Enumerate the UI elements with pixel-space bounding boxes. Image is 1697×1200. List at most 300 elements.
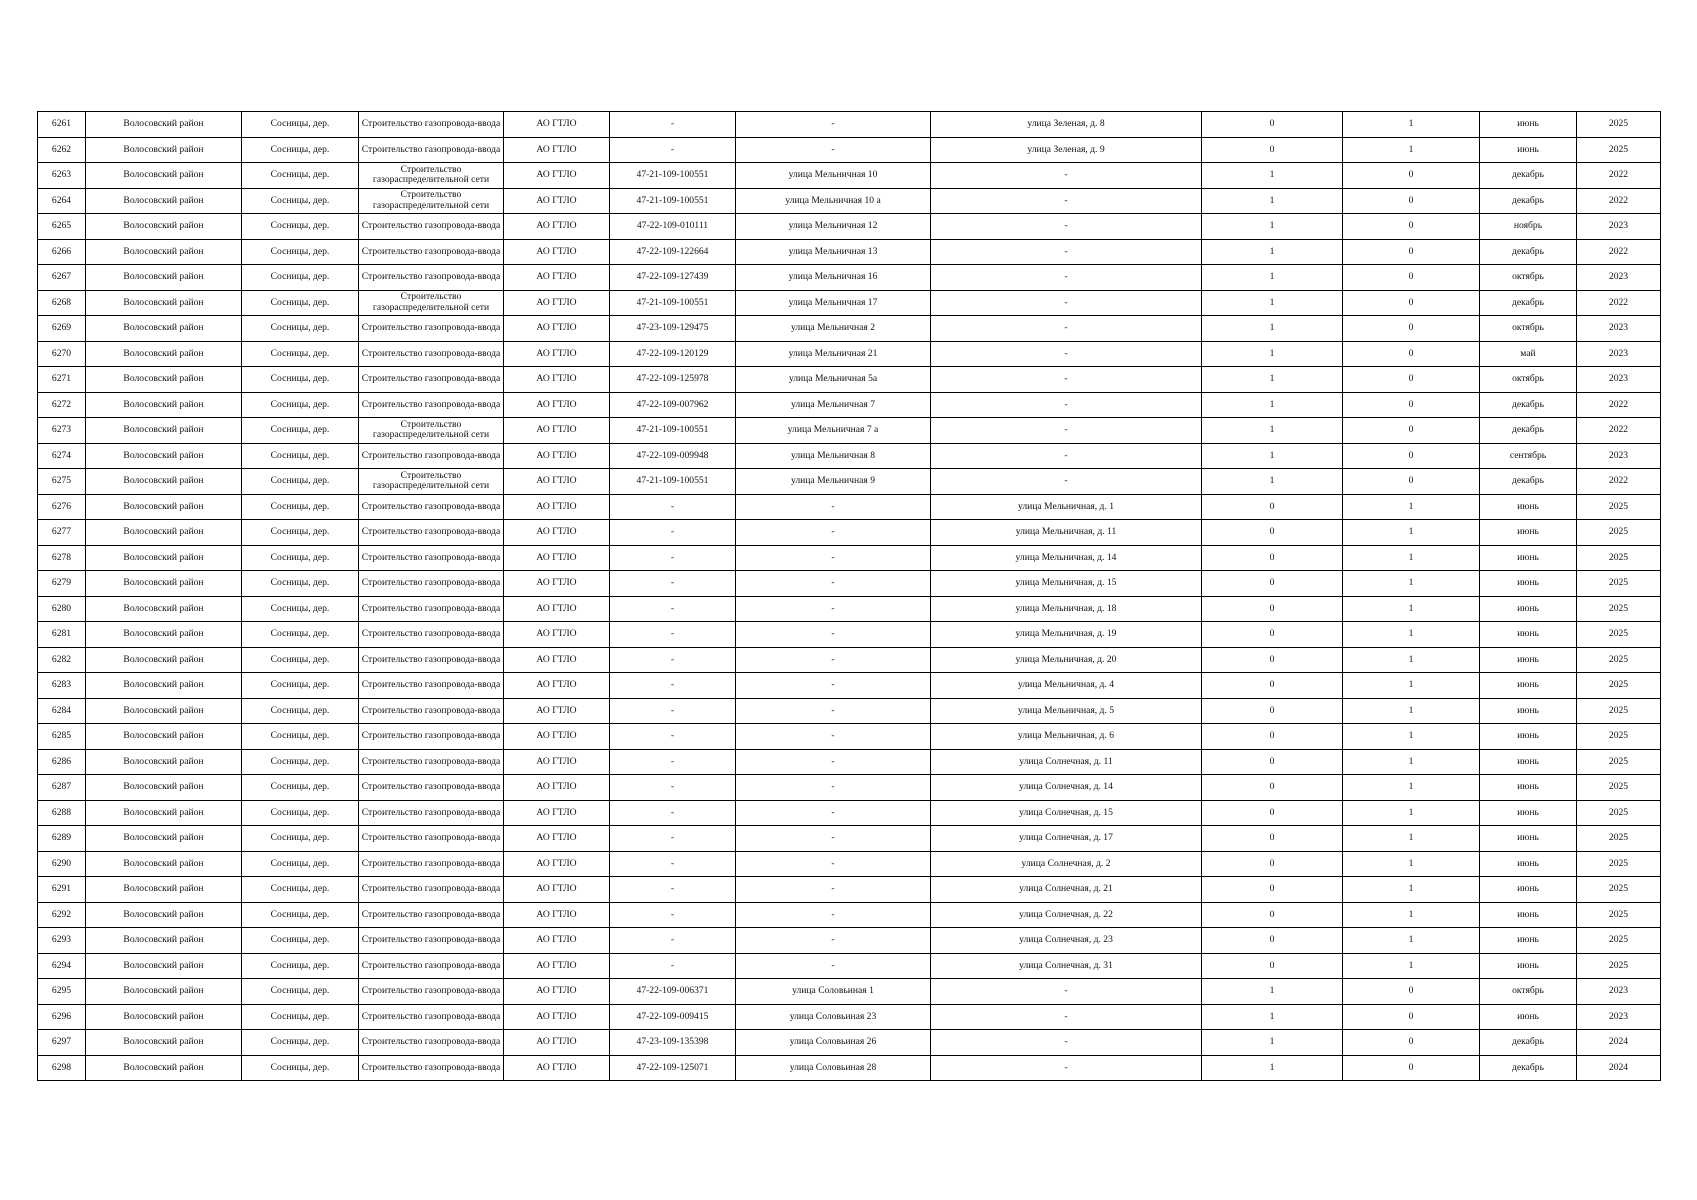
row-number-cell: 6298 (38, 1055, 86, 1081)
year-cell: 2023 (1577, 443, 1661, 469)
settlement-cell: Сосницы, дер. (242, 443, 359, 469)
organization-cell: АО ГТЛО (504, 316, 610, 342)
organization-cell: АО ГТЛО (504, 979, 610, 1005)
indicator-b-cell: 1 (1343, 137, 1480, 163)
cadastral-number-cell: - (610, 851, 736, 877)
year-cell: 2025 (1577, 851, 1661, 877)
indicator-a-cell: 1 (1202, 443, 1343, 469)
month-cell: июнь (1480, 775, 1577, 801)
table-row (38, 673, 1661, 699)
object-address-cell: - (736, 775, 931, 801)
work-type-cell: Строительство газопровода-ввода (359, 1004, 504, 1030)
object-address-cell: улица Мельничная 7 а (736, 418, 931, 444)
row-number-cell: 6274 (38, 443, 86, 469)
house-address-cell: улица Мельничная, д. 18 (931, 596, 1202, 622)
year-cell: 2022 (1577, 392, 1661, 418)
row-number-cell: 6272 (38, 392, 86, 418)
month-cell: июнь (1480, 826, 1577, 852)
work-type-cell: Строительство газопровода-ввода (359, 877, 504, 903)
district-cell: Волосовский район (86, 775, 242, 801)
table-row (38, 469, 1661, 495)
month-cell: декабрь (1480, 188, 1577, 214)
year-cell: 2023 (1577, 367, 1661, 393)
indicator-b-cell: 0 (1343, 163, 1480, 189)
indicator-b-cell: 1 (1343, 800, 1480, 826)
work-type-cell: Строительство газопровода-ввода (359, 214, 504, 240)
house-address-cell: улица Солнечная, д. 22 (931, 902, 1202, 928)
cadastral-number-cell: - (610, 137, 736, 163)
indicator-b-cell: 1 (1343, 877, 1480, 903)
work-type-cell: Строительство газораспределительной сети (359, 418, 504, 444)
cadastral-number-cell: 47-23-109-135398 (610, 1030, 736, 1056)
organization-cell: АО ГТЛО (504, 826, 610, 852)
organization-cell: АО ГТЛО (504, 265, 610, 291)
object-address-cell: улица Мельничная 5а (736, 367, 931, 393)
object-address-cell: - (736, 647, 931, 673)
table-row (38, 443, 1661, 469)
organization-cell: АО ГТЛО (504, 1004, 610, 1030)
house-address-cell: улица Солнечная, д. 11 (931, 749, 1202, 775)
house-address-cell: - (931, 443, 1202, 469)
indicator-b-cell: 0 (1343, 316, 1480, 342)
district-cell: Волосовский район (86, 647, 242, 673)
month-cell: июнь (1480, 112, 1577, 138)
indicator-b-cell: 1 (1343, 749, 1480, 775)
settlement-cell: Сосницы, дер. (242, 112, 359, 138)
row-number-cell: 6278 (38, 545, 86, 571)
district-cell: Волосовский район (86, 800, 242, 826)
work-type-cell: Строительство газопровода-ввода (359, 673, 504, 699)
month-cell: июнь (1480, 494, 1577, 520)
settlement-cell: Сосницы, дер. (242, 163, 359, 189)
work-type-cell: Строительство газопровода-ввода (359, 902, 504, 928)
indicator-b-cell: 1 (1343, 673, 1480, 699)
settlement-cell: Сосницы, дер. (242, 851, 359, 877)
house-address-cell: - (931, 418, 1202, 444)
indicator-a-cell: 1 (1202, 1055, 1343, 1081)
year-cell: 2023 (1577, 265, 1661, 291)
work-type-cell: Строительство газопровода-ввода (359, 494, 504, 520)
organization-cell: АО ГТЛО (504, 443, 610, 469)
cadastral-number-cell: 47-22-109-125978 (610, 367, 736, 393)
indicator-b-cell: 0 (1343, 290, 1480, 316)
object-address-cell: улица Мельничная 13 (736, 239, 931, 265)
indicator-a-cell: 1 (1202, 265, 1343, 291)
indicator-a-cell: 1 (1202, 1004, 1343, 1030)
object-address-cell: - (736, 928, 931, 954)
house-address-cell: улица Солнечная, д. 2 (931, 851, 1202, 877)
organization-cell: АО ГТЛО (504, 239, 610, 265)
year-cell: 2023 (1577, 341, 1661, 367)
year-cell: 2022 (1577, 239, 1661, 265)
work-type-cell: Строительство газопровода-ввода (359, 953, 504, 979)
indicator-a-cell: 1 (1202, 290, 1343, 316)
work-type-cell: Строительство газопровода-ввода (359, 316, 504, 342)
row-number-cell: 6285 (38, 724, 86, 750)
cadastral-number-cell: 47-22-109-009948 (610, 443, 736, 469)
cadastral-number-cell: - (610, 902, 736, 928)
district-cell: Волосовский район (86, 137, 242, 163)
organization-cell: АО ГТЛО (504, 571, 610, 597)
settlement-cell: Сосницы, дер. (242, 698, 359, 724)
object-address-cell: - (736, 749, 931, 775)
table-row (38, 826, 1661, 852)
row-number-cell: 6276 (38, 494, 86, 520)
indicator-b-cell: 0 (1343, 367, 1480, 393)
district-cell: Волосовский район (86, 571, 242, 597)
indicator-b-cell: 1 (1343, 596, 1480, 622)
house-address-cell: - (931, 1004, 1202, 1030)
work-type-cell: Строительство газопровода-ввода (359, 265, 504, 291)
house-address-cell: улица Солнечная, д. 31 (931, 953, 1202, 979)
indicator-b-cell: 1 (1343, 520, 1480, 546)
house-address-cell: - (931, 979, 1202, 1005)
cadastral-number-cell: 47-21-109-100551 (610, 290, 736, 316)
organization-cell: АО ГТЛО (504, 877, 610, 903)
house-address-cell: улица Мельничная, д. 5 (931, 698, 1202, 724)
organization-cell: АО ГТЛО (504, 724, 610, 750)
cadastral-number-cell: - (610, 749, 736, 775)
house-address-cell: - (931, 290, 1202, 316)
work-type-cell: Строительство газопровода-ввода (359, 1030, 504, 1056)
organization-cell: АО ГТЛО (504, 290, 610, 316)
row-number-cell: 6281 (38, 622, 86, 648)
indicator-a-cell: 0 (1202, 698, 1343, 724)
table-row (38, 545, 1661, 571)
row-number-cell: 6290 (38, 851, 86, 877)
indicator-b-cell: 1 (1343, 902, 1480, 928)
work-type-cell: Строительство газопровода-ввода (359, 443, 504, 469)
row-number-cell: 6263 (38, 163, 86, 189)
year-cell: 2025 (1577, 571, 1661, 597)
object-address-cell: - (736, 724, 931, 750)
indicator-a-cell: 0 (1202, 800, 1343, 826)
month-cell: июнь (1480, 953, 1577, 979)
month-cell: июнь (1480, 571, 1577, 597)
object-address-cell: - (736, 571, 931, 597)
table-row (38, 1004, 1661, 1030)
district-cell: Волосовский район (86, 749, 242, 775)
indicator-a-cell: 0 (1202, 494, 1343, 520)
indicator-b-cell: 0 (1343, 469, 1480, 495)
table-row (38, 647, 1661, 673)
work-type-cell: Строительство газопровода-ввода (359, 979, 504, 1005)
organization-cell: АО ГТЛО (504, 1055, 610, 1081)
house-address-cell: - (931, 316, 1202, 342)
object-address-cell: - (736, 622, 931, 648)
district-cell: Волосовский район (86, 1004, 242, 1030)
month-cell: декабрь (1480, 1055, 1577, 1081)
year-cell: 2025 (1577, 137, 1661, 163)
year-cell: 2023 (1577, 1004, 1661, 1030)
indicator-b-cell: 0 (1343, 214, 1480, 240)
settlement-cell: Сосницы, дер. (242, 775, 359, 801)
indicator-b-cell: 1 (1343, 698, 1480, 724)
indicator-b-cell: 0 (1343, 418, 1480, 444)
indicator-a-cell: 1 (1202, 418, 1343, 444)
district-cell: Волосовский район (86, 188, 242, 214)
indicator-b-cell: 1 (1343, 775, 1480, 801)
district-cell: Волосовский район (86, 392, 242, 418)
organization-cell: АО ГТЛО (504, 520, 610, 546)
month-cell: декабрь (1480, 469, 1577, 495)
object-address-cell: улица Соловьиная 1 (736, 979, 931, 1005)
table-row (38, 800, 1661, 826)
work-type-cell: Строительство газопровода-ввода (359, 775, 504, 801)
work-type-cell: Строительство газопровода-ввода (359, 239, 504, 265)
house-address-cell: улица Мельничная, д. 6 (931, 724, 1202, 750)
table-row (38, 622, 1661, 648)
table-row (38, 698, 1661, 724)
house-address-cell: улица Солнечная, д. 23 (931, 928, 1202, 954)
house-address-cell: улица Мельничная, д. 20 (931, 647, 1202, 673)
year-cell: 2025 (1577, 112, 1661, 138)
cadastral-number-cell: - (610, 877, 736, 903)
house-address-cell: - (931, 214, 1202, 240)
table-row (38, 571, 1661, 597)
table-row (38, 749, 1661, 775)
row-number-cell: 6286 (38, 749, 86, 775)
cadastral-number-cell: 47-23-109-129475 (610, 316, 736, 342)
row-number-cell: 6284 (38, 698, 86, 724)
table-body (38, 112, 1661, 1081)
table-row (38, 877, 1661, 903)
house-address-cell: - (931, 469, 1202, 495)
cadastral-number-cell: - (610, 545, 736, 571)
indicator-a-cell: 0 (1202, 673, 1343, 699)
table-row (38, 265, 1661, 291)
organization-cell: АО ГТЛО (504, 137, 610, 163)
gasification-register-table (37, 111, 1661, 1081)
district-cell: Волосовский район (86, 902, 242, 928)
object-address-cell: - (736, 851, 931, 877)
table-row (38, 316, 1661, 342)
work-type-cell: Строительство газопровода-ввода (359, 647, 504, 673)
work-type-cell: Строительство газопровода-ввода (359, 341, 504, 367)
object-address-cell: - (736, 877, 931, 903)
year-cell: 2025 (1577, 800, 1661, 826)
object-address-cell: - (736, 902, 931, 928)
settlement-cell: Сосницы, дер. (242, 596, 359, 622)
row-number-cell: 6265 (38, 214, 86, 240)
district-cell: Волосовский район (86, 622, 242, 648)
cadastral-number-cell: - (610, 724, 736, 750)
register-sheet (37, 111, 1660, 1081)
cadastral-number-cell: - (610, 112, 736, 138)
organization-cell: АО ГТЛО (504, 749, 610, 775)
indicator-a-cell: 1 (1202, 341, 1343, 367)
cadastral-number-cell: - (610, 596, 736, 622)
object-address-cell: улица Соловьиная 26 (736, 1030, 931, 1056)
indicator-a-cell: 0 (1202, 520, 1343, 546)
cadastral-number-cell: 47-22-109-120129 (610, 341, 736, 367)
month-cell: декабрь (1480, 163, 1577, 189)
settlement-cell: Сосницы, дер. (242, 1030, 359, 1056)
cadastral-number-cell: 47-21-109-100551 (610, 188, 736, 214)
work-type-cell: Строительство газопровода-ввода (359, 137, 504, 163)
row-number-cell: 6292 (38, 902, 86, 928)
indicator-a-cell: 1 (1202, 188, 1343, 214)
row-number-cell: 6293 (38, 928, 86, 954)
indicator-a-cell: 1 (1202, 214, 1343, 240)
organization-cell: АО ГТЛО (504, 928, 610, 954)
settlement-cell: Сосницы, дер. (242, 545, 359, 571)
table-row (38, 290, 1661, 316)
indicator-b-cell: 1 (1343, 928, 1480, 954)
district-cell: Волосовский район (86, 724, 242, 750)
cadastral-number-cell: 47-22-109-125071 (610, 1055, 736, 1081)
settlement-cell: Сосницы, дер. (242, 418, 359, 444)
year-cell: 2025 (1577, 724, 1661, 750)
indicator-a-cell: 0 (1202, 775, 1343, 801)
indicator-b-cell: 0 (1343, 979, 1480, 1005)
organization-cell: АО ГТЛО (504, 214, 610, 240)
row-number-cell: 6279 (38, 571, 86, 597)
organization-cell: АО ГТЛО (504, 775, 610, 801)
indicator-a-cell: 0 (1202, 851, 1343, 877)
house-address-cell: - (931, 1030, 1202, 1056)
district-cell: Волосовский район (86, 239, 242, 265)
organization-cell: АО ГТЛО (504, 698, 610, 724)
indicator-a-cell: 0 (1202, 112, 1343, 138)
district-cell: Волосовский район (86, 290, 242, 316)
month-cell: июнь (1480, 724, 1577, 750)
object-address-cell: - (736, 545, 931, 571)
object-address-cell: - (736, 800, 931, 826)
year-cell: 2022 (1577, 418, 1661, 444)
indicator-a-cell: 1 (1202, 392, 1343, 418)
work-type-cell: Строительство газопровода-ввода (359, 724, 504, 750)
month-cell: декабрь (1480, 239, 1577, 265)
month-cell: декабрь (1480, 1030, 1577, 1056)
month-cell: октябрь (1480, 367, 1577, 393)
year-cell: 2025 (1577, 673, 1661, 699)
indicator-a-cell: 1 (1202, 1030, 1343, 1056)
table-row (38, 418, 1661, 444)
table-row (38, 188, 1661, 214)
district-cell: Волосовский район (86, 418, 242, 444)
indicator-b-cell: 0 (1343, 239, 1480, 265)
organization-cell: АО ГТЛО (504, 1030, 610, 1056)
house-address-cell: - (931, 392, 1202, 418)
house-address-cell: улица Мельничная, д. 1 (931, 494, 1202, 520)
work-type-cell: Строительство газопровода-ввода (359, 622, 504, 648)
work-type-cell: Строительство газопровода-ввода (359, 749, 504, 775)
indicator-a-cell: 0 (1202, 724, 1343, 750)
table-row (38, 341, 1661, 367)
year-cell: 2022 (1577, 290, 1661, 316)
district-cell: Волосовский район (86, 826, 242, 852)
indicator-b-cell: 1 (1343, 494, 1480, 520)
indicator-a-cell: 1 (1202, 163, 1343, 189)
house-address-cell: улица Мельничная, д. 15 (931, 571, 1202, 597)
organization-cell: АО ГТЛО (504, 902, 610, 928)
object-address-cell: - (736, 826, 931, 852)
settlement-cell: Сосницы, дер. (242, 953, 359, 979)
month-cell: июнь (1480, 928, 1577, 954)
settlement-cell: Сосницы, дер. (242, 647, 359, 673)
indicator-a-cell: 0 (1202, 902, 1343, 928)
settlement-cell: Сосницы, дер. (242, 137, 359, 163)
indicator-b-cell: 0 (1343, 1030, 1480, 1056)
table-row (38, 724, 1661, 750)
work-type-cell: Строительство газопровода-ввода (359, 800, 504, 826)
cadastral-number-cell: - (610, 775, 736, 801)
house-address-cell: улица Солнечная, д. 15 (931, 800, 1202, 826)
month-cell: декабрь (1480, 290, 1577, 316)
year-cell: 2025 (1577, 826, 1661, 852)
month-cell: май (1480, 341, 1577, 367)
month-cell: июнь (1480, 851, 1577, 877)
house-address-cell: улица Мельничная, д. 14 (931, 545, 1202, 571)
row-number-cell: 6291 (38, 877, 86, 903)
house-address-cell: - (931, 188, 1202, 214)
object-address-cell: - (736, 673, 931, 699)
organization-cell: АО ГТЛО (504, 341, 610, 367)
work-type-cell: Строительство газопровода-ввода (359, 571, 504, 597)
work-type-cell: Строительство газораспределительной сети (359, 163, 504, 189)
table-row (38, 902, 1661, 928)
year-cell: 2025 (1577, 647, 1661, 673)
work-type-cell: Строительство газопровода-ввода (359, 826, 504, 852)
indicator-a-cell: 1 (1202, 239, 1343, 265)
work-type-cell: Строительство газораспределительной сети (359, 290, 504, 316)
cadastral-number-cell: - (610, 571, 736, 597)
settlement-cell: Сосницы, дер. (242, 239, 359, 265)
cadastral-number-cell: - (610, 520, 736, 546)
indicator-a-cell: 0 (1202, 596, 1343, 622)
settlement-cell: Сосницы, дер. (242, 1004, 359, 1030)
year-cell: 2023 (1577, 316, 1661, 342)
row-number-cell: 6288 (38, 800, 86, 826)
district-cell: Волосовский район (86, 928, 242, 954)
object-address-cell: улица Мельничная 17 (736, 290, 931, 316)
row-number-cell: 6268 (38, 290, 86, 316)
settlement-cell: Сосницы, дер. (242, 622, 359, 648)
year-cell: 2023 (1577, 979, 1661, 1005)
settlement-cell: Сосницы, дер. (242, 214, 359, 240)
district-cell: Волосовский район (86, 112, 242, 138)
year-cell: 2024 (1577, 1055, 1661, 1081)
organization-cell: АО ГТЛО (504, 112, 610, 138)
month-cell: июнь (1480, 647, 1577, 673)
object-address-cell: улица Мельничная 7 (736, 392, 931, 418)
indicator-b-cell: 1 (1343, 622, 1480, 648)
settlement-cell: Сосницы, дер. (242, 673, 359, 699)
cadastral-number-cell: 47-21-109-100551 (610, 418, 736, 444)
indicator-b-cell: 0 (1343, 392, 1480, 418)
settlement-cell: Сосницы, дер. (242, 392, 359, 418)
district-cell: Волосовский район (86, 953, 242, 979)
district-cell: Волосовский район (86, 494, 242, 520)
cadastral-number-cell: - (610, 928, 736, 954)
settlement-cell: Сосницы, дер. (242, 979, 359, 1005)
row-number-cell: 6266 (38, 239, 86, 265)
work-type-cell: Строительство газопровода-ввода (359, 596, 504, 622)
indicator-a-cell: 0 (1202, 928, 1343, 954)
settlement-cell: Сосницы, дер. (242, 877, 359, 903)
indicator-b-cell: 0 (1343, 443, 1480, 469)
month-cell: июнь (1480, 673, 1577, 699)
object-address-cell: улица Мельничная 10 (736, 163, 931, 189)
month-cell: сентябрь (1480, 443, 1577, 469)
cadastral-number-cell: 47-21-109-100551 (610, 163, 736, 189)
indicator-a-cell: 0 (1202, 545, 1343, 571)
row-number-cell: 6261 (38, 112, 86, 138)
row-number-cell: 6282 (38, 647, 86, 673)
month-cell: октябрь (1480, 265, 1577, 291)
work-type-cell: Строительство газопровода-ввода (359, 367, 504, 393)
